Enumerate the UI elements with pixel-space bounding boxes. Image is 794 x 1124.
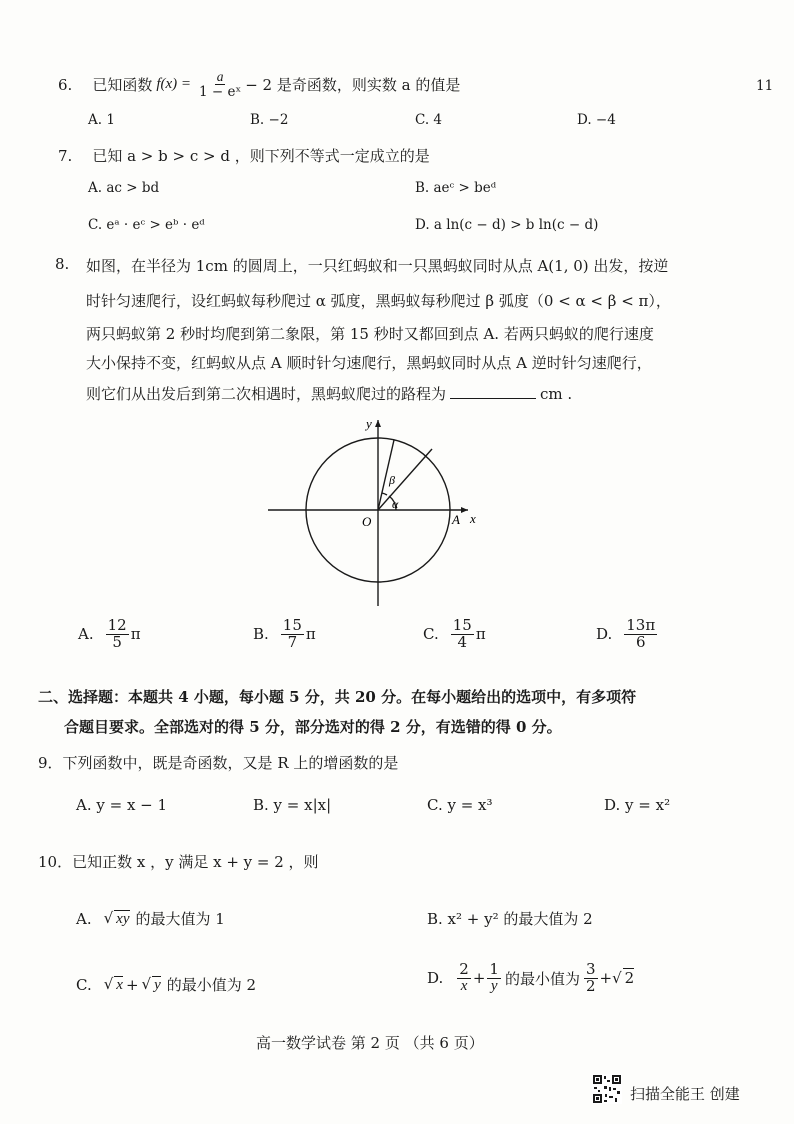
- q8-option-a-fraction: [106, 618, 129, 651]
- answer-blank: [450, 398, 536, 399]
- q10-option-d: [427, 962, 634, 995]
- q8-option-a: [78, 618, 141, 651]
- qr-code-icon: [592, 1074, 622, 1104]
- q10-option-d-f3-num: 3: [585, 960, 596, 978]
- question-8-line-2: 时针匀速爬行，设红蚂蚁每秒爬过 α 弧度，黑蚂蚁每秒爬过 β 弧度（0 < α < β < π），: [86, 292, 671, 310]
- q10-option-d-mid: 的最小值为: [504, 969, 580, 988]
- q8-option-c-fraction: [451, 618, 474, 651]
- alpha-ray: [378, 449, 432, 510]
- q8-option-b-den: 7: [287, 632, 298, 651]
- q8-option-d-den: 6: [635, 632, 646, 651]
- q7-option-c: C. eᵃ · eᶜ > eᵇ · eᵈ: [88, 217, 205, 233]
- q10-option-d-plus-2: +: [599, 969, 613, 988]
- q10-option-d-letter: D.: [427, 969, 444, 988]
- question-8-line-5-text: 则它们从出发后到第二次相遇时，黑蚂蚁爬过的路程为: [86, 385, 447, 403]
- section-2-instructions: 合题目要求。全部选对的得 5 分，部分选对的得 2 分，有选错的得 0 分。: [64, 718, 562, 736]
- q8-option-a-suffix: π: [130, 625, 141, 644]
- q8-option-c-num: 15: [452, 616, 472, 634]
- q10-option-d-sqrt: √ 2: [612, 969, 635, 988]
- y-axis-arrow: [375, 420, 381, 427]
- q8-option-d-fraction: [624, 618, 657, 651]
- q9-option-c: C. y = x³: [427, 796, 493, 814]
- q10-option-a-letter: A.: [76, 909, 92, 928]
- q8-option-d: [596, 618, 659, 651]
- q10-option-d-f3-den: 2: [585, 976, 596, 995]
- q8-option-c-letter: C.: [423, 625, 439, 644]
- q6-option-c: C. 4: [415, 112, 443, 128]
- circle-figure: [268, 410, 490, 610]
- q10-option-d-fraction-3: [584, 962, 598, 995]
- q8-option-b-num: 15: [282, 616, 302, 634]
- q7-option-b: B. aeᶜ > beᵈ: [415, 180, 497, 196]
- question-6-frac-den: 1 − eˣ: [199, 84, 242, 101]
- q10-option-a-sqrt: √ xy: [103, 909, 130, 927]
- q8-option-b-suffix: π: [305, 625, 316, 644]
- page-footer: 高一数学试卷 第 2 页 （共 6 页）: [256, 1034, 484, 1052]
- question-6: [58, 70, 460, 99]
- q7-option-d: D. a ln(c − d) > b ln(c − d): [415, 217, 599, 233]
- q8-option-a-den: 5: [112, 632, 122, 651]
- origin-label: O: [362, 514, 372, 529]
- q8-option-a-num: 12: [107, 616, 127, 634]
- y-axis-label: y: [366, 416, 372, 431]
- section-2-heading: 二、选择题：本题共 4 小题，每小题 5 分，共 20 分。在每小题给出的选项中，有多项符: [38, 688, 637, 706]
- question-8-number: 8.: [55, 255, 70, 273]
- question-7-number: 7.: [58, 147, 73, 165]
- point-a-label: A: [452, 512, 460, 527]
- q10-option-c-tail: 的最小值为 2: [166, 976, 257, 994]
- q10-option-c: [76, 974, 256, 995]
- q9-option-b: B. y = x|x|: [253, 796, 332, 814]
- question-8-line-1: 如图，在半径为 1cm 的圆周上，一只红蚂蚁和一只黑蚂蚁同时从点 A(1, 0) 出发，按逆: [86, 257, 669, 275]
- question-6-fraction: [197, 70, 243, 99]
- beta-arc: [382, 493, 387, 495]
- q8-option-c: [423, 618, 486, 651]
- question-6-lead: 已知函数: [92, 76, 153, 95]
- question-8-line-3: 两只蚂蚁第 2 秒时均爬到第二象限，第 15 秒时又都回到点 A. 若两只蚂蚁的爬行速度: [86, 325, 654, 343]
- q10-option-d-fraction-1: [457, 962, 471, 995]
- x-axis-arrow: [461, 507, 468, 513]
- question-6-tail: − 2 是奇函数，则实数 a 的值是: [245, 76, 461, 95]
- q10-option-d-plus: +: [472, 969, 486, 988]
- question-6-frac-num: a: [216, 69, 224, 84]
- question-8-line-4: 大小保持不变，红蚂蚁从点 A 顺时针匀速爬行，黑蚂蚁同时从点 A 逆时针匀速爬行，: [86, 354, 652, 372]
- q10-option-d-f1-den: x: [460, 977, 468, 994]
- q8-option-b-letter: B.: [253, 625, 269, 644]
- q8-option-b: [253, 618, 316, 651]
- beta-label: β: [389, 473, 395, 487]
- q10-option-b: B. x² + y² 的最大值为 2: [427, 910, 593, 928]
- q10-option-d-f2-den: y: [490, 977, 498, 994]
- question-8-line-5: [86, 383, 572, 404]
- q10-option-d-fraction-2: [487, 962, 501, 995]
- q8-option-c-suffix: π: [475, 625, 486, 644]
- question-6-fx: f(x) =: [156, 76, 192, 93]
- q8-option-d-num: 13π: [626, 616, 656, 634]
- q8-option-c-den: 4: [457, 632, 468, 651]
- q8-option-a-letter: A.: [78, 625, 94, 644]
- q8-option-d-letter: D.: [596, 625, 613, 644]
- q7-option-a: A. ac > bd: [88, 180, 160, 196]
- watermark-text: 扫描全能王 创建: [630, 1085, 740, 1103]
- q10-option-c-radicand-1: x: [116, 977, 123, 993]
- q10-option-c-sqrt-2: √ y: [141, 975, 161, 993]
- question-8-unit: cm .: [540, 385, 573, 403]
- q6-option-d: D. −4: [577, 112, 616, 128]
- alpha-label: α: [392, 497, 399, 511]
- q9-option-d: D. y = x²: [604, 796, 671, 814]
- question-9: 9．下列函数中，既是奇函数，又是 R 上的增函数的是: [38, 754, 399, 772]
- q6-option-a: A. 1: [88, 112, 115, 128]
- q10-option-a: [76, 908, 225, 929]
- q10-option-d-f2-num: 1: [489, 960, 499, 978]
- q10-option-a-radicand: xy: [116, 911, 130, 927]
- question-10: 10．已知正数 x ，y 满足 x + y = 2 ，则: [38, 853, 319, 871]
- page-corner-number: 11: [756, 78, 774, 94]
- question-7: [58, 145, 430, 166]
- x-axis-label: x: [470, 511, 476, 526]
- q10-option-c-radicand-2: y: [154, 977, 161, 993]
- q6-option-b: B. −2: [250, 112, 289, 128]
- q8-option-b-fraction: [281, 618, 304, 651]
- q9-option-a: A. y = x − 1: [76, 796, 168, 814]
- q10-option-c-letter: C.: [76, 975, 92, 994]
- q10-option-c-sqrt-1: √ x: [103, 975, 123, 993]
- q10-option-c-plus: +: [125, 975, 139, 994]
- question-7-text: 已知 a > b > c > d ，则下列不等式一定成立的是: [92, 147, 430, 165]
- q10-option-d-radicand: 2: [624, 969, 635, 988]
- q10-option-a-tail: 的最大值为 1: [135, 910, 225, 928]
- q10-option-d-f1-num: 2: [459, 960, 469, 978]
- question-6-number: 6.: [58, 75, 73, 94]
